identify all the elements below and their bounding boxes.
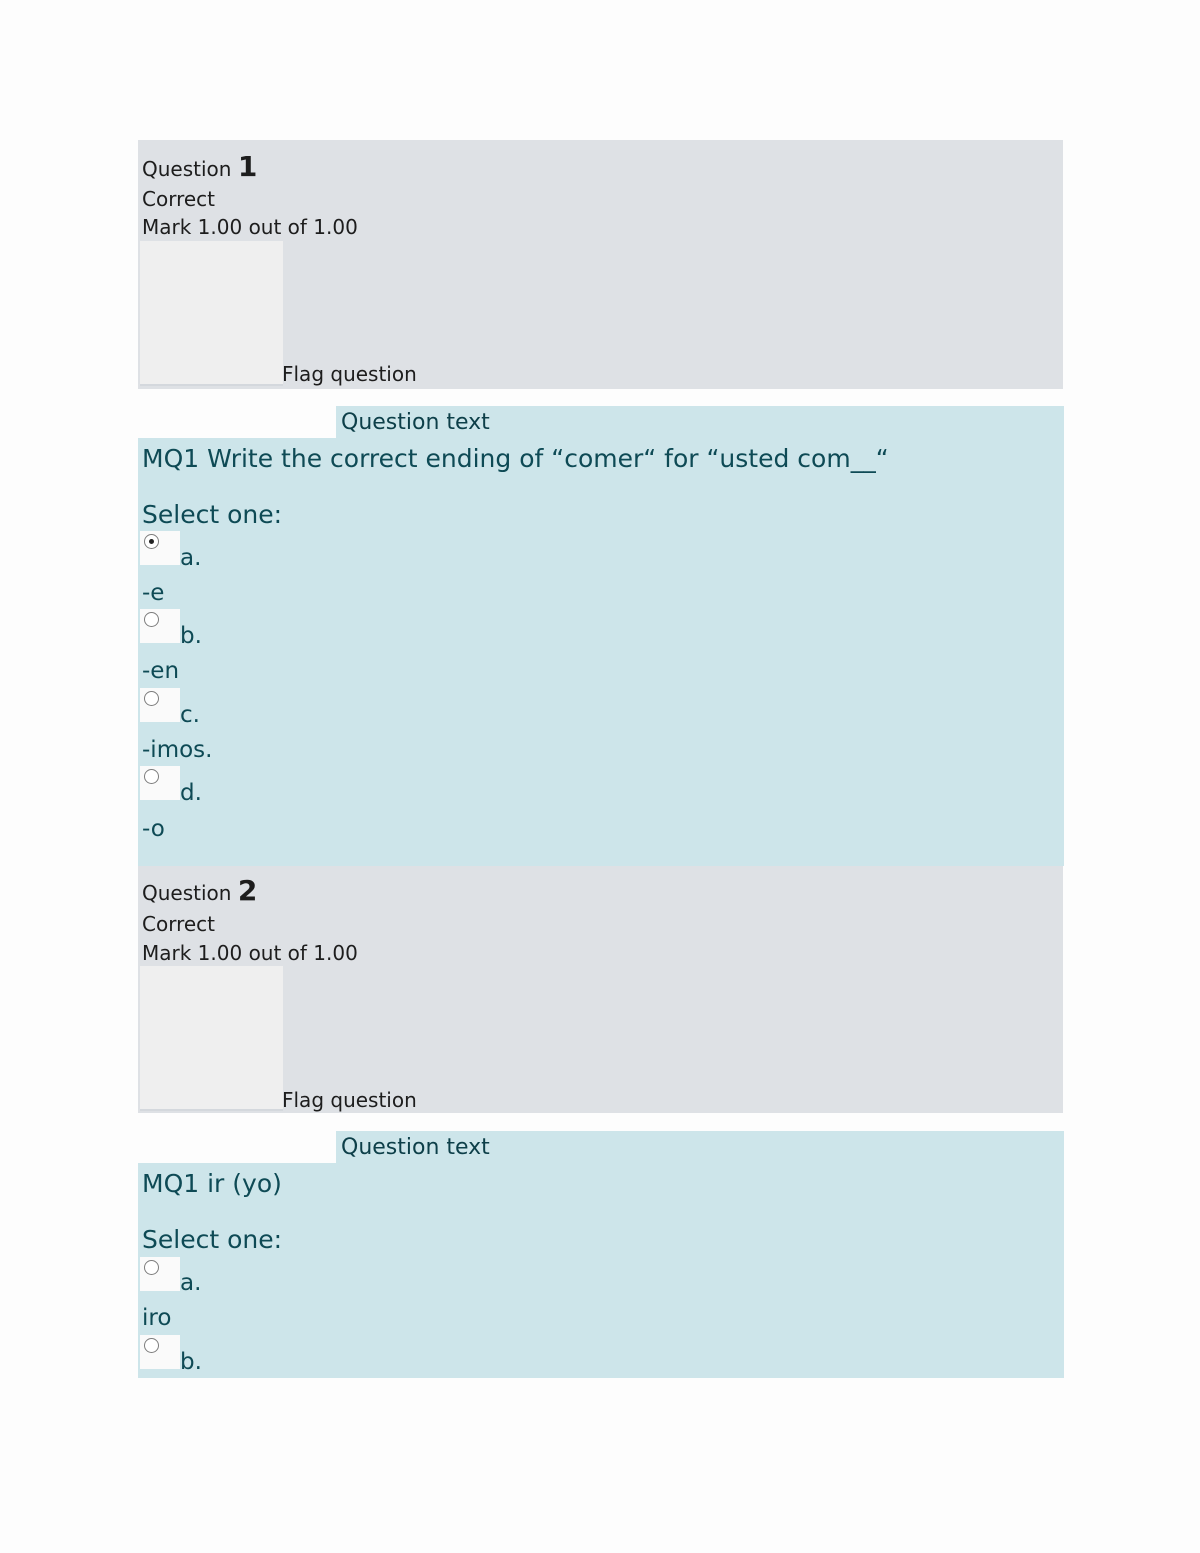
question-2-flag-icon[interactable]	[140, 966, 283, 1111]
question-1-option-a-letter: a.	[180, 545, 202, 571]
question-1-option-d-box[interactable]	[140, 766, 180, 800]
question-2-content	[138, 1131, 1064, 1378]
question-2-option-a-text: iro	[142, 1305, 172, 1331]
question-1-option-c-text: -imos.	[142, 737, 213, 763]
question-1-option-a-radio[interactable]	[144, 534, 159, 549]
question-2-option-a-letter: a.	[180, 1270, 202, 1296]
question-1-option-d-text: -o	[142, 816, 165, 842]
question-1-flag-label[interactable]: Flag question	[282, 362, 417, 386]
question-1-option-a-text: -e	[142, 580, 165, 606]
question-1-prompt: Select one:	[142, 500, 283, 529]
question-1-option-a-box[interactable]	[140, 531, 180, 565]
question-2-grade: Mark 1.00 out of 1.00	[142, 941, 358, 965]
question-2-prompt: Select one:	[142, 1225, 283, 1254]
question-2-flag-label[interactable]: Flag question	[282, 1088, 417, 1112]
question-2-option-b-box[interactable]	[140, 1335, 180, 1369]
question-2-text: MQ1 ir (yo)	[142, 1169, 282, 1198]
question-1-option-d-letter: d.	[180, 780, 202, 806]
question-2-option-a-radio[interactable]	[144, 1260, 159, 1275]
question-2-option-b-radio[interactable]	[144, 1338, 159, 1353]
question-2-option-a-box[interactable]	[140, 1257, 180, 1291]
question-1-grade: Mark 1.00 out of 1.00	[142, 215, 358, 239]
question-1-qtext-label-row	[138, 406, 1064, 438]
question-1-option-b-letter: b.	[180, 623, 202, 649]
question-1-info	[138, 140, 1063, 389]
question-1-option-c-box[interactable]	[140, 688, 180, 722]
question-2-option-b-letter: b.	[180, 1349, 202, 1375]
question-2-qtext-label: Question text	[341, 1135, 490, 1160]
question-1-content	[138, 406, 1064, 866]
question-1-option-b-text: -en	[142, 658, 180, 684]
question-1-option-b-radio[interactable]	[144, 612, 159, 627]
question-1-option-c-letter: c.	[180, 702, 200, 728]
question-1-flag-icon[interactable]	[140, 241, 283, 386]
question-1-option-d-radio[interactable]	[144, 769, 159, 784]
question-2-qtext-label-row	[138, 1131, 1064, 1163]
question-2-state: Correct	[142, 912, 215, 936]
question-1-text: MQ1 Write the correct ending of “comer“ for “usted com__“	[142, 444, 889, 473]
question-2-number: Question 2	[142, 874, 258, 907]
question-1-state: Correct	[142, 187, 215, 211]
question-2-info	[138, 866, 1063, 1113]
question-1-qtext-label: Question text	[341, 410, 490, 435]
question-1-option-b-box[interactable]	[140, 609, 180, 643]
question-1-number: Question 1	[142, 150, 258, 183]
question-1-option-c-radio[interactable]	[144, 691, 159, 706]
